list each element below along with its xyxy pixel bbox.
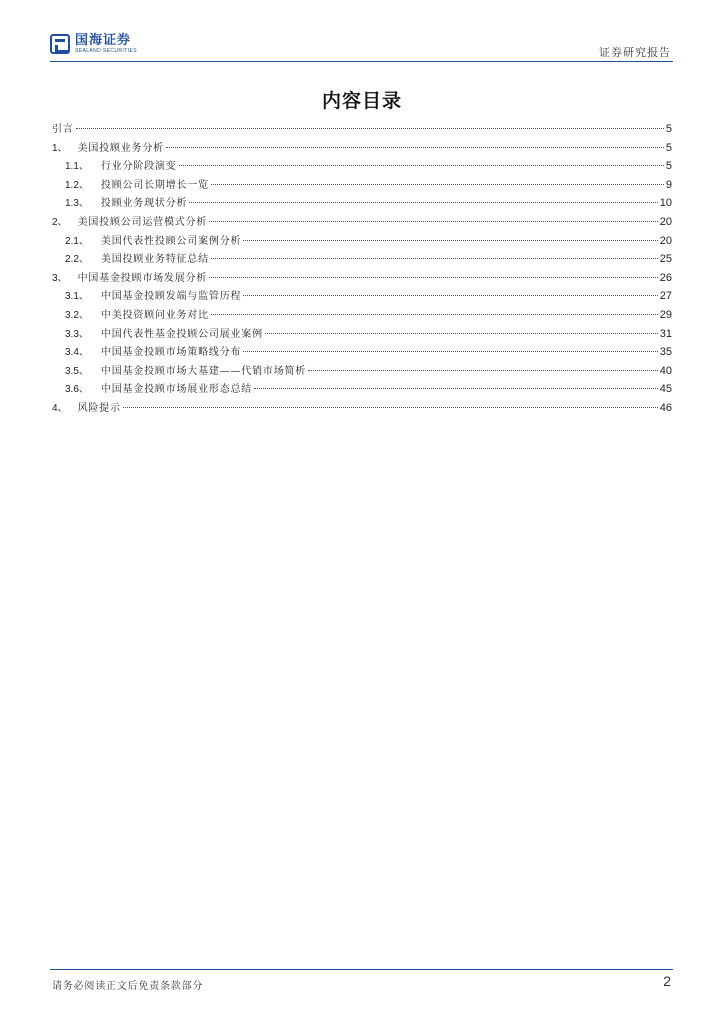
toc-entry-page: 9: [665, 178, 672, 191]
toc-entry-number: 2.1、: [65, 235, 89, 247]
table-of-contents: [52, 120, 672, 418]
toc-entry-number: 1.3、: [65, 198, 89, 210]
page-title: 内容目录: [321, 90, 402, 112]
toc-entry-title: 中国基金投顾市场大基建——代销市场简析: [100, 365, 307, 377]
toc-entry-page: 5: [665, 123, 672, 135]
toc-entry-title: 行业分阶段演变: [100, 161, 177, 173]
toc-leader-dots: [243, 295, 657, 296]
toc-entry[interactable]: [52, 362, 672, 381]
page-header: [50, 34, 673, 62]
toc-entry-number: 2.2、: [65, 254, 89, 266]
toc-entry[interactable]: [52, 380, 672, 399]
toc-leader-dots: [243, 351, 657, 352]
logo-name-cn: 国海证券: [75, 33, 132, 48]
logo-icon: [50, 34, 70, 54]
toc-entry-page: 46: [659, 401, 672, 414]
logo-name-en: SEALAND SECURITIES: [75, 48, 137, 54]
toc-entry-title: 美国投顾业务特征总结: [100, 254, 209, 266]
toc-entry-number: 3.1、: [65, 291, 89, 303]
toc-entry[interactable]: [52, 306, 672, 325]
toc-leader-dots: [254, 388, 658, 389]
toc-entry[interactable]: [52, 194, 672, 213]
toc-entry-title: 中国基金投顾市场策略线分布: [100, 347, 242, 359]
toc-entry-title: 中国基金投顾市场展业形态总结: [100, 384, 253, 396]
toc-leader-dots: [189, 202, 657, 203]
toc-leader-dots: [209, 277, 658, 278]
toc-entry[interactable]: [52, 176, 672, 195]
toc-entry-page: 25: [659, 253, 672, 266]
page-footer: [50, 969, 673, 992]
toc-entry[interactable]: [52, 399, 672, 418]
toc-entry-page: 40: [659, 364, 672, 377]
toc-entry[interactable]: [52, 343, 672, 362]
toc-entry-page: 45: [659, 383, 672, 396]
toc-leader-dots: [243, 240, 657, 241]
toc-entry[interactable]: [52, 250, 672, 269]
toc-entry-title: 引言: [52, 124, 74, 135]
toc-leader-dots: [76, 128, 664, 129]
toc-entry-number: 4、: [52, 402, 68, 414]
toc-entry-number: 3、: [52, 272, 68, 284]
toc-entry[interactable]: [52, 287, 672, 306]
toc-entry-page: 20: [659, 234, 672, 247]
toc-entry-title: 投顾业务现状分析: [100, 198, 188, 210]
toc-entry-number: 3.3、: [65, 328, 89, 340]
toc-entry-number: 1.1、: [65, 161, 89, 173]
toc-entry-number: 3.4、: [65, 347, 89, 359]
toc-leader-dots: [209, 221, 658, 222]
toc-leader-dots: [211, 258, 658, 259]
toc-entry-page: 26: [659, 271, 672, 284]
toc-entry-number: 3.2、: [65, 309, 89, 321]
toc-entry-number: 2、: [52, 216, 68, 228]
toc-entry-title: 美国投顾公司运营模式分析: [77, 216, 208, 228]
toc-entry-title: 中国代表性基金投顾公司展业案例: [100, 328, 263, 340]
toc-leader-dots: [123, 407, 658, 408]
toc-entry-title: 投顾公司长期增长一览: [100, 179, 209, 191]
toc-entry-page: 31: [659, 327, 672, 340]
toc-entry-page: 5: [665, 160, 672, 173]
toc-leader-dots: [166, 147, 664, 148]
company-logo: [50, 34, 137, 54]
toc-entry[interactable]: [52, 120, 672, 139]
toc-entry-title: 风险提示: [77, 402, 121, 414]
toc-entry[interactable]: [52, 157, 672, 176]
toc-entry-page: 29: [659, 308, 672, 321]
toc-entry[interactable]: [52, 232, 672, 251]
toc-entry-page: 5: [665, 141, 672, 154]
toc-entry-page: 20: [659, 215, 672, 228]
toc-entry[interactable]: [52, 139, 672, 158]
toc-entry-title: 中国基金投顾市场发展分析: [77, 272, 208, 284]
toc-leader-dots: [211, 314, 658, 315]
toc-entry-number: 1.2、: [65, 179, 89, 191]
toc-entry-title: 美国代表性投顾公司案例分析: [100, 235, 242, 247]
toc-leader-dots: [179, 165, 664, 166]
toc-entry-page: 27: [659, 290, 672, 303]
toc-leader-dots: [265, 333, 658, 334]
page-number: 2: [663, 973, 671, 989]
report-type-label: 证券研究报告: [599, 46, 671, 59]
toc-entry-number: 3.6、: [65, 384, 89, 396]
disclaimer-note: 请务必阅读正文后免责条款部分: [52, 981, 204, 992]
toc-entry-title: 中美投资顾问业务对比: [100, 309, 209, 321]
toc-entry-page: 10: [659, 197, 672, 210]
toc-entry-number: 3.5、: [65, 365, 89, 377]
toc-leader-dots: [308, 370, 658, 371]
toc-entry[interactable]: [52, 269, 672, 288]
toc-entry-page: 35: [659, 346, 672, 359]
toc-entry-number: 1、: [52, 142, 68, 154]
toc-entry[interactable]: [52, 213, 672, 232]
toc-leader-dots: [211, 184, 664, 185]
toc-entry-title: 美国投顾业务分析: [77, 142, 164, 154]
toc-entry[interactable]: [52, 325, 672, 344]
toc-entry-title: 中国基金投顾发端与监管历程: [100, 291, 242, 303]
